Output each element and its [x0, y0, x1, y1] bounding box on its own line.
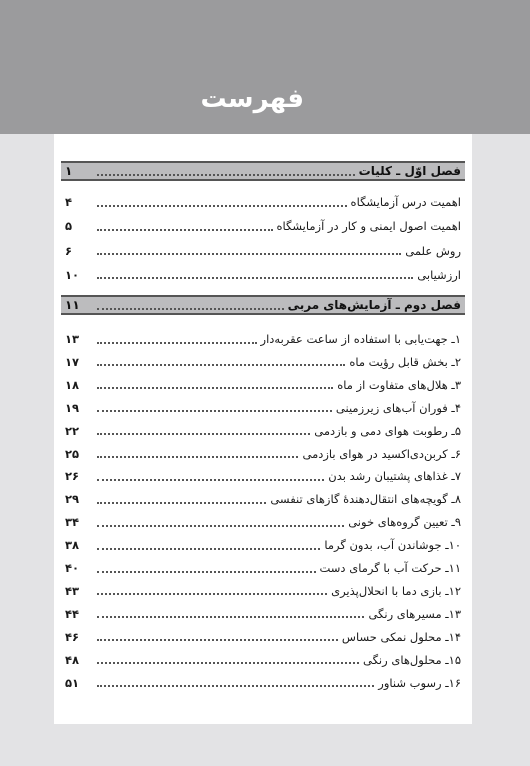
table-of-contents [54, 134, 472, 724]
toc-entry-label: ۱۶ـ رسوب شناور [378, 675, 461, 690]
dot-leader [97, 547, 320, 550]
chapter-heading[interactable] [61, 295, 465, 315]
toc-entry-page: ۲۲ [65, 423, 80, 438]
toc-entry-page: ۵۱ [65, 675, 80, 690]
toc-entry-page: ۳۸ [65, 538, 80, 553]
toc-entry-label: ۳ـ هلال‌های متفاوت از ماه [337, 377, 461, 392]
toc-entry-page: ۱۷ [65, 354, 80, 369]
chapter-heading[interactable] [61, 161, 465, 181]
chapter-page-number: ۱ [65, 164, 73, 178]
dot-leader [97, 409, 332, 412]
toc-entry-label: روش علمی [405, 243, 461, 258]
dot-leader [97, 363, 345, 366]
dot-leader [97, 638, 338, 641]
toc-entry[interactable] [61, 627, 465, 647]
toc-entry-page: ۶ [65, 243, 73, 258]
toc-entry-page: ۲۶ [65, 469, 80, 484]
toc-entry[interactable] [61, 604, 465, 624]
dot-leader [97, 307, 284, 310]
toc-entry-label: ۹ـ تعیین گروه‌های خونی [348, 515, 461, 530]
toc-entry[interactable] [61, 352, 465, 372]
chapter-title: فصل دوم ـ آزمایش‌های مربی [287, 298, 461, 312]
toc-entry-page: ۲۹ [65, 492, 80, 507]
toc-entry-page: ۱۰ [65, 267, 80, 282]
toc-entry[interactable] [61, 444, 465, 464]
toc-entry[interactable] [61, 192, 465, 212]
dot-leader [97, 276, 413, 279]
toc-panel [54, 134, 472, 724]
toc-entry-label: ۱۴ـ محلول نمکی حساس [341, 629, 461, 644]
toc-entry[interactable] [61, 581, 465, 601]
toc-entry-label: ۶ـ کربن‌دی‌اکسید در هوای بازدمی [302, 446, 461, 461]
dot-leader [97, 661, 359, 664]
toc-entry-label: ۵ـ رطوبت هوای دمی و بازدمی [314, 423, 461, 438]
toc-entry-page: ۴ [65, 195, 73, 209]
header-band [0, 0, 530, 134]
dot-leader [97, 455, 298, 458]
toc-entry-page: ۱۸ [65, 377, 80, 392]
toc-entry[interactable] [61, 398, 465, 418]
toc-entry[interactable] [61, 241, 465, 261]
toc-entry[interactable] [61, 421, 465, 441]
toc-entry-label: ۱۱ـ حرکت آب با گرمای دست [319, 561, 461, 575]
toc-entry-page: ۵ [65, 219, 73, 234]
dot-leader [97, 432, 310, 435]
toc-entry-label: اهمیت اصول ایمنی و کار در آزمایشگاه [276, 219, 461, 234]
toc-entry-page: ۴۶ [65, 629, 80, 644]
toc-entry-page: ۱۹ [65, 400, 80, 415]
toc-entry-page: ۴۸ [65, 652, 80, 667]
dot-leader [97, 341, 257, 344]
dot-leader [97, 684, 374, 687]
toc-entry-page: ۴۰ [65, 561, 80, 575]
dot-leader [97, 478, 324, 481]
dot-leader [97, 252, 401, 255]
dot-leader [97, 204, 347, 207]
dot-leader [97, 615, 364, 618]
toc-entry[interactable] [61, 512, 465, 532]
toc-entry-label: ۱۳ـ مسیرهای رنگی [368, 606, 461, 621]
chapter-page-number: ۱۱ [65, 298, 80, 312]
dot-leader [97, 524, 344, 527]
toc-entry[interactable] [61, 216, 465, 236]
toc-entry-page: ۴۳ [65, 583, 80, 598]
toc-entry-label: ۲ـ بخش قابل رؤیت ماه [349, 354, 461, 369]
toc-entry-label: ۱۰ـ جوشاندن آب، بدون گرما [324, 538, 461, 553]
toc-entry[interactable] [61, 558, 465, 578]
toc-entry-label: ۸ـ گویچه‌های انتقال‌دهندهٔ گازهای تنفسی [270, 492, 461, 507]
toc-entry-page: ۴۴ [65, 606, 80, 621]
toc-entry-label: ۱۲ـ بازی دما با انحلال‌پذیری [331, 583, 461, 598]
toc-entry-page: ۱۳ [65, 332, 80, 346]
toc-entry[interactable] [61, 329, 465, 349]
toc-entry-label: ارزشیابی [417, 267, 461, 282]
toc-entry-page: ۳۴ [65, 515, 80, 530]
toc-entry-label: ۱ـ جهت‌یابی با استفاده از ساعت عقربه‌دار [260, 332, 461, 346]
toc-entry[interactable] [61, 466, 465, 486]
dot-leader [97, 173, 355, 176]
dot-leader [97, 501, 266, 504]
toc-entry[interactable] [61, 650, 465, 670]
dot-leader [97, 570, 316, 573]
dot-leader [97, 592, 327, 595]
toc-entry[interactable] [61, 535, 465, 555]
chapter-title: فصل اوّل ـ کلیات [358, 164, 461, 178]
toc-entry-label: ۴ـ فوران آب‌های زیرزمینی [335, 400, 461, 415]
dot-leader [97, 386, 333, 389]
toc-entry[interactable] [61, 375, 465, 395]
toc-entry[interactable] [61, 673, 465, 693]
toc-entry-label: ۱۵ـ محلول‌های رنگی [363, 652, 461, 667]
toc-entry-label: ۷ـ غذاهای پشتیبان رشد بدن [328, 469, 461, 484]
toc-entry-label: اهمیت درس آزمایشگاه [350, 195, 461, 209]
toc-entry[interactable] [61, 489, 465, 509]
dot-leader [97, 228, 273, 231]
toc-entry-page: ۲۵ [65, 446, 80, 461]
page-title: فهرست [200, 84, 304, 114]
toc-entry[interactable] [61, 265, 465, 285]
